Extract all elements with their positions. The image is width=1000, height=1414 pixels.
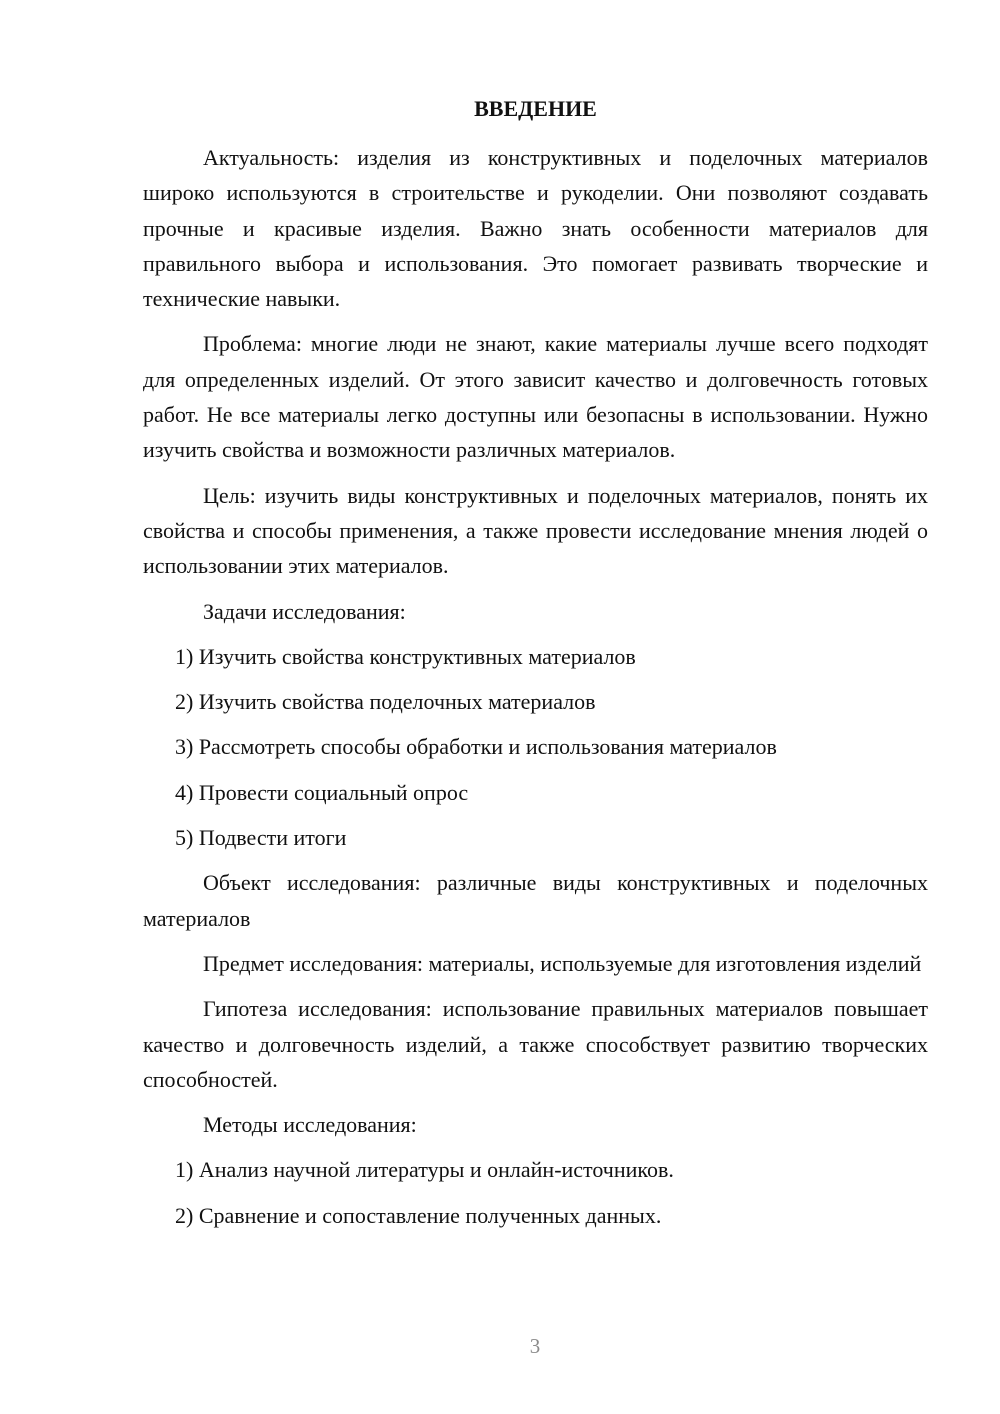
methods-list (143, 1152, 928, 1233)
tasks-list (143, 639, 928, 855)
methods-heading: Методы исследования: (203, 1112, 417, 1138)
list-item: 4) Провести социальный опрос (175, 779, 469, 805)
tasks-heading: Задачи исследования: (203, 598, 406, 624)
list-item: 5) Подвести итоги (175, 825, 347, 851)
list-item: 2) Сравнение и сопоставление полученных данных. (175, 1202, 662, 1228)
goal-paragraph: Цель: изучить виды конструктивных и поделочных материалов, понять их свойства и способы применения, а также провести исследование мнения людей о использовании этих материалов. (143, 482, 928, 579)
hypothesis-paragraph: Гипотеза исследования: использование правильных материалов повышает качество и долговечность изделий, а также способствует развитию творческих способностей. (143, 996, 928, 1092)
list-item: 2) Изучить свойства поделочных материалов (175, 689, 596, 715)
list-item: 3) Рассмотреть способы обработки и использования материалов (175, 734, 777, 760)
problem-paragraph: Проблема: многие люди не знают, какие материалы лучше всего подходят для определенных изделий. От этого зависит качество и долговечность готовых работ. Не все материалы легко доступны или безопасны в использовании. Нужно изучить свойства и возможности различных материалов. (143, 331, 928, 463)
subject-paragraph: Предмет исследования: материалы, используемые для изготовления изделий (203, 950, 922, 976)
page-content (143, 94, 928, 1243)
page-title: ВВЕДЕНИЕ (474, 96, 597, 121)
list-item: 1) Изучить свойства конструктивных материалов (175, 643, 636, 669)
object-paragraph: Объект исследования: различные виды конструктивных и поделочных материалов (143, 870, 928, 931)
page-number: 3 (529, 1334, 541, 1358)
list-item: 1) Анализ научной литературы и онлайн-источников. (175, 1157, 674, 1183)
relevance-paragraph: Актуальность: изделия из конструктивных и поделочных материалов широко используются в строительстве и рукоделии. Они позволяют создавать прочные и красивые изделия. Важно знать особенности материалов для правильного выбора и использования. Это помогает развивать творческие и технические навыки. (143, 145, 928, 312)
